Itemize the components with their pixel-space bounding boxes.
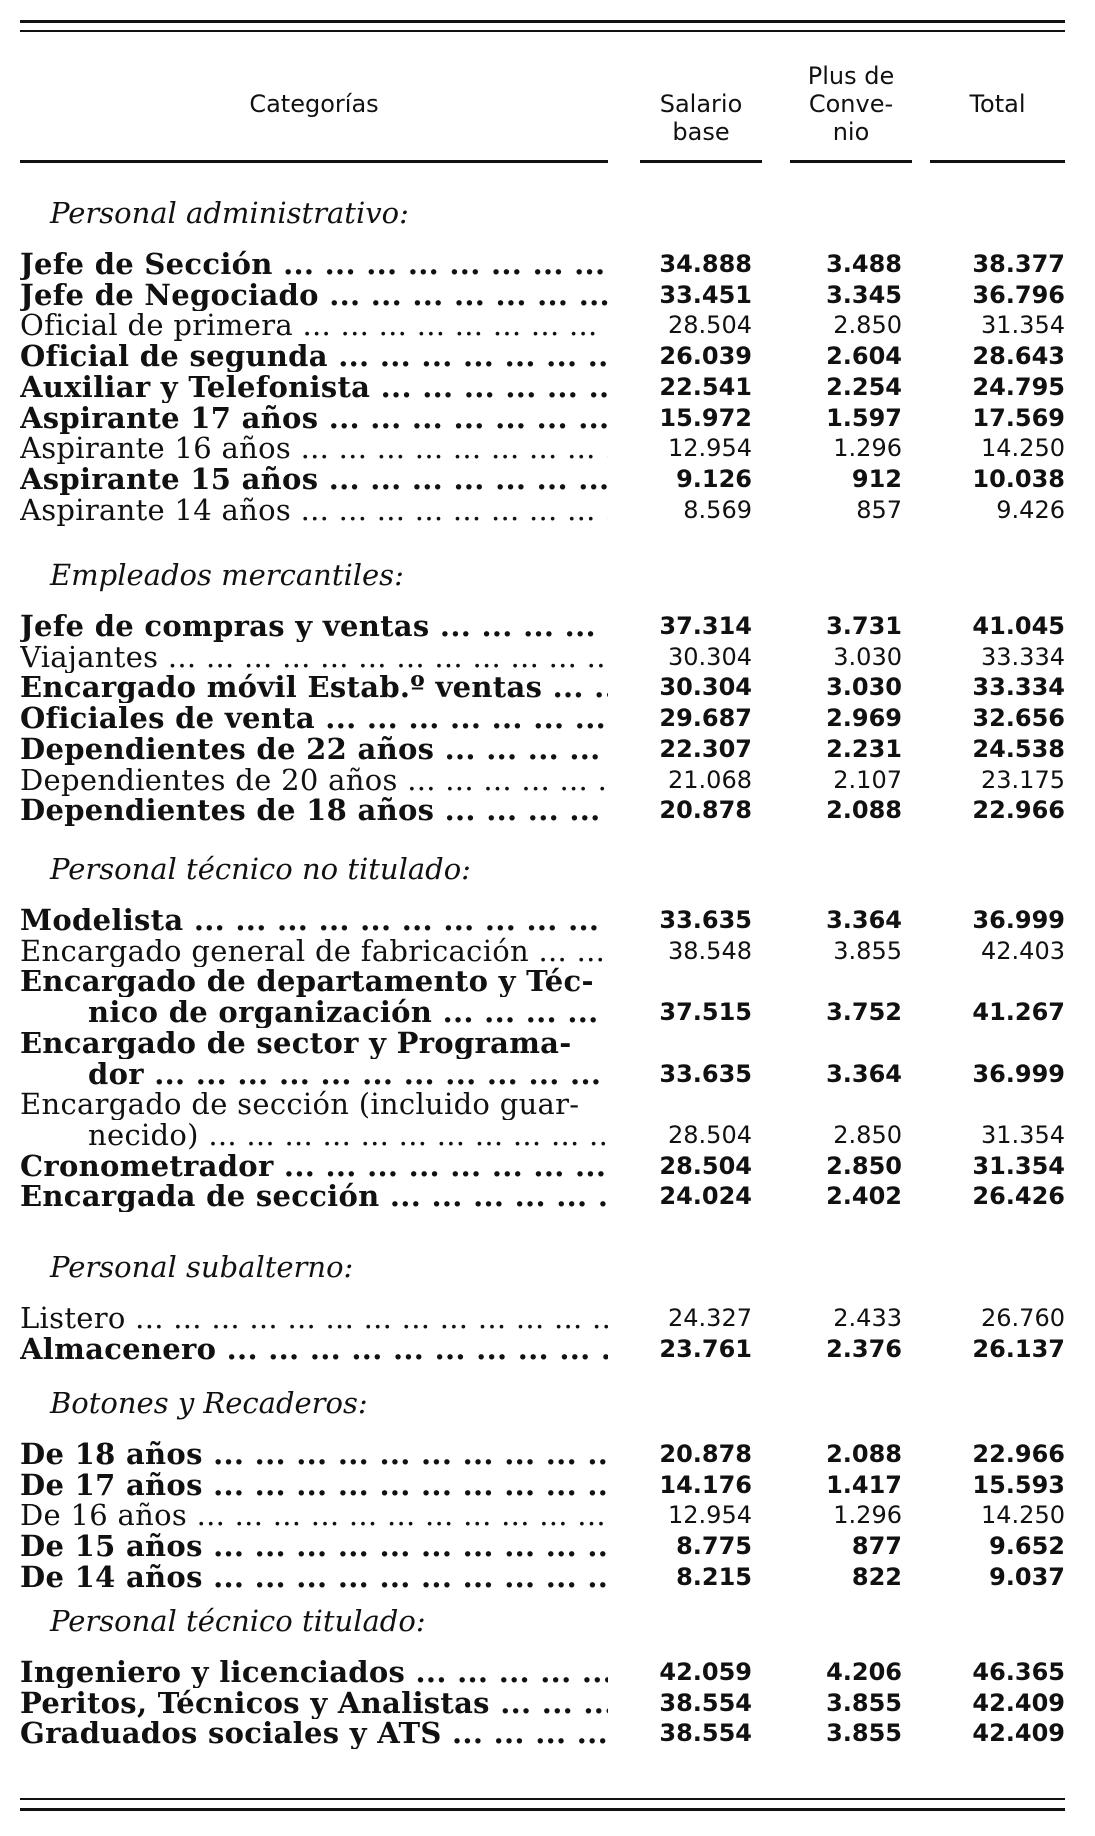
row-label: dor ... .: [20, 1058, 608, 1090]
salario-base-value: 38.554: [659, 1719, 752, 1748]
total-value: 33.334: [972, 673, 1065, 702]
row-label: Aspirante 14 años ... .: [20, 494, 608, 526]
plus-convenio-value: 1.597: [826, 403, 902, 432]
plus-convenio-value: 3.030: [833, 642, 902, 671]
table-row: [20, 248, 1065, 280]
top-rule-2: [20, 30, 1065, 32]
plus-convenio-value: 2.231: [826, 734, 902, 763]
table-row: [20, 279, 1065, 311]
plus-convenio-value: 3.855: [833, 936, 902, 965]
total-value: 26.760: [981, 1304, 1065, 1332]
table-row: [20, 996, 1065, 1028]
salario-base-value: 12.954: [668, 434, 752, 463]
plus-convenio-value: 2.969: [826, 704, 902, 733]
header-underline-categorias: [20, 160, 608, 163]
salario-base-value: 15.972: [659, 403, 752, 432]
total-value: 36.999: [972, 1059, 1065, 1088]
row-label: De 17 años ... .: [20, 1469, 608, 1501]
total-value: 41.267: [972, 998, 1065, 1027]
plus-convenio-value: 4.206: [826, 1658, 902, 1686]
plus-convenio-value: 2.088: [826, 796, 902, 825]
row-label: De 16 años ... .: [20, 1499, 608, 1531]
table-row: [20, 432, 1065, 464]
total-value: 33.334: [981, 642, 1065, 671]
salario-base-value: 8.215: [676, 1562, 752, 1591]
salario-base-value: 21.068: [668, 765, 752, 794]
table-row: [20, 1333, 1065, 1365]
row-label: De 14 años ... .: [20, 1561, 608, 1593]
row-label: Jefe de Sección ... .: [20, 248, 608, 280]
total-value: 23.175: [981, 765, 1065, 794]
plus-convenio-value: 3.731: [826, 612, 902, 640]
row-label: Jefe de Negociado ... .: [20, 279, 608, 311]
row-label: Viajantes ... .: [20, 641, 608, 673]
salario-base-value: 9.126: [676, 464, 752, 493]
salario-base-value: 34.888: [659, 250, 752, 278]
salario-base-value: 23.761: [659, 1334, 752, 1363]
salario-base-value: 30.304: [668, 642, 752, 671]
table-row: [20, 1687, 1065, 1719]
total-value: 42.409: [972, 1719, 1065, 1748]
plus-convenio-value: 3.364: [826, 906, 902, 934]
plus-convenio-value: 1.296: [833, 434, 902, 463]
top-rule: [20, 20, 1065, 23]
total-value: 32.656: [972, 704, 1065, 733]
plus-convenio-value: 2.088: [826, 1440, 902, 1468]
total-value: 31.354: [981, 1120, 1065, 1149]
table-row: [20, 702, 1065, 734]
row-label: Encargado general de fabricación ... .: [20, 935, 608, 967]
section-title: Botones y Recaderos:: [50, 1386, 368, 1420]
plus-convenio-value: 2.107: [833, 765, 902, 794]
total-value: 42.409: [972, 1688, 1065, 1717]
total-value: 9.037: [989, 1562, 1065, 1591]
salario-base-value: 33.635: [659, 1059, 752, 1088]
row-label: Peritos, Técnicos y Analistas ... .: [20, 1687, 608, 1719]
row-label: De 15 años ... .: [20, 1530, 608, 1562]
total-value: 14.250: [981, 1501, 1065, 1530]
table-row: [20, 733, 1065, 765]
salario-base-value: 37.515: [659, 998, 752, 1027]
table-row: [20, 935, 1065, 967]
table-row: [20, 764, 1065, 796]
salario-base-value: 42.059: [659, 1658, 752, 1686]
row-label: Encargado de sección (incluido guar-: [20, 1088, 580, 1121]
salario-base-value: 28.504: [659, 1151, 752, 1180]
salario-base-value: 38.554: [659, 1688, 752, 1717]
row-label: Almacenero ... .: [20, 1333, 608, 1365]
table-row-first-line: [20, 1027, 1065, 1059]
plus-convenio-value: 3.364: [826, 1059, 902, 1088]
salario-base-value: 33.635: [659, 906, 752, 934]
table-row: [20, 1469, 1065, 1501]
table-row: [20, 1717, 1065, 1749]
table-row-first-line: [20, 1088, 1065, 1120]
plus-convenio-value: 3.752: [826, 998, 902, 1027]
table-row: [20, 1058, 1065, 1090]
plus-convenio-value: 2.254: [826, 372, 902, 401]
total-value: 9.426: [996, 495, 1065, 524]
section-title: Personal subalterno:: [50, 1250, 354, 1284]
salario-base-value: 14.176: [659, 1470, 752, 1499]
plus-convenio-value: 3.030: [826, 673, 902, 702]
salario-base-value: 26.039: [659, 342, 752, 371]
row-label: Aspirante 17 años ... .: [20, 402, 608, 434]
bottom-rule: [20, 1798, 1065, 1800]
total-value: 28.643: [972, 342, 1065, 371]
plus-convenio-value: 3.345: [826, 280, 902, 309]
salario-base-value: 28.504: [668, 1120, 752, 1149]
total-value: 41.045: [972, 612, 1065, 640]
salario-base-value: 28.504: [668, 311, 752, 340]
total-value: 9.652: [989, 1532, 1065, 1561]
plus-convenio-value: 2.850: [826, 1151, 902, 1180]
total-value: 10.038: [972, 464, 1065, 493]
table-row: [20, 794, 1065, 826]
row-label: De 18 años ... .: [20, 1438, 608, 1470]
row-label: Encargado de departamento y Téc-: [20, 965, 594, 998]
plus-convenio-value: 3.488: [826, 250, 902, 278]
row-label: Encargado móvil Estab.º ventas ... .: [20, 671, 608, 703]
salario-base-value: 20.878: [659, 796, 752, 825]
table-row: [20, 671, 1065, 703]
row-label: Encargado de sector y Programa-: [20, 1026, 572, 1059]
table-row: [20, 904, 1065, 936]
row-label: Aspirante 16 años ... .: [20, 432, 608, 464]
row-label: Encargada de sección ... .: [20, 1180, 608, 1212]
plus-convenio-value: 912: [851, 464, 902, 493]
row-label: Aspirante 15 años ... .: [20, 463, 608, 495]
row-label: necido) ... .: [20, 1119, 608, 1151]
header-categorias: Categorías: [249, 90, 379, 118]
total-value: 22.966: [972, 1440, 1065, 1468]
row-label: Dependientes de 22 años ... .: [20, 733, 608, 765]
table-row: [20, 463, 1065, 495]
table-row: [20, 1530, 1065, 1562]
salario-base-value: 20.878: [659, 1440, 752, 1468]
table-row: [20, 1150, 1065, 1182]
salario-base-value: 24.024: [659, 1182, 752, 1211]
plus-convenio-value: 877: [851, 1532, 902, 1561]
section-title: Personal técnico no titulado:: [50, 852, 471, 886]
header-total: Total: [969, 90, 1026, 118]
row-label: Oficial de primera ... .: [20, 309, 608, 341]
table-row: [20, 1656, 1065, 1688]
table-row: [20, 1180, 1065, 1212]
table-row: [20, 494, 1065, 526]
header-underline-plus: [790, 160, 912, 163]
salario-base-value: 8.775: [676, 1532, 752, 1561]
total-value: 42.403: [981, 936, 1065, 965]
total-value: 17.569: [972, 403, 1065, 432]
salario-base-value: 38.548: [668, 936, 752, 965]
header-underline-salario: [640, 160, 762, 163]
row-label: Oficiales de venta ... .: [20, 702, 608, 734]
total-value: 46.365: [972, 1658, 1065, 1686]
table-row: [20, 1119, 1065, 1151]
salario-base-value: 30.304: [659, 673, 752, 702]
row-label: Cronometrador ... .: [20, 1150, 608, 1182]
salario-base-value: 12.954: [668, 1501, 752, 1530]
total-value: 38.377: [972, 250, 1065, 278]
section-title: Personal técnico titulado:: [50, 1604, 426, 1638]
total-value: 26.137: [972, 1334, 1065, 1363]
section-title: Empleados mercantiles:: [50, 558, 404, 592]
table-row: [20, 641, 1065, 673]
row-label: Dependientes de 20 años ... .: [20, 764, 608, 796]
row-label: Listero ... .: [20, 1302, 608, 1334]
plus-convenio-value: 3.855: [826, 1719, 902, 1748]
row-label: Auxiliar y Telefonista ... .: [20, 371, 608, 403]
plus-convenio-value: 1.417: [826, 1470, 902, 1499]
total-value: 31.354: [972, 1151, 1065, 1180]
row-label: Jefe de compras y ventas ... .: [20, 610, 608, 642]
total-value: 31.354: [981, 311, 1065, 340]
table-row: [20, 402, 1065, 434]
plus-convenio-value: 1.296: [833, 1501, 902, 1530]
salario-base-value: 29.687: [659, 704, 752, 733]
salario-base-value: 33.451: [659, 280, 752, 309]
section-title: Personal administrativo:: [50, 196, 409, 230]
table-row: [20, 371, 1065, 403]
table-row: [20, 1302, 1065, 1334]
salario-base-value: 24.327: [668, 1304, 752, 1332]
total-value: 15.593: [972, 1470, 1065, 1499]
total-value: 24.538: [972, 734, 1065, 763]
row-label: Dependientes de 18 años ... .: [20, 794, 608, 826]
table-row-first-line: [20, 965, 1065, 997]
total-value: 36.999: [972, 906, 1065, 934]
total-value: 14.250: [981, 434, 1065, 463]
row-label: Graduados sociales y ATS ... .: [20, 1717, 608, 1749]
salario-base-value: 22.307: [659, 734, 752, 763]
total-value: 26.426: [972, 1182, 1065, 1211]
plus-convenio-value: 2.850: [833, 1120, 902, 1149]
row-label: Ingeniero y licenciados ... .: [20, 1656, 608, 1688]
plus-convenio-value: 2.376: [826, 1334, 902, 1363]
plus-convenio-value: 3.855: [826, 1688, 902, 1717]
plus-convenio-value: 2.433: [833, 1304, 902, 1332]
table-row: [20, 309, 1065, 341]
row-label: nico de organización ... .: [20, 996, 608, 1028]
plus-convenio-value: 857: [856, 495, 902, 524]
salario-base-value: 22.541: [659, 372, 752, 401]
plus-convenio-value: 2.402: [826, 1182, 902, 1211]
header-underline-total: [930, 160, 1065, 163]
bottom-rule-2: [20, 1808, 1065, 1811]
table-row: [20, 1499, 1065, 1531]
header-salario-base: Salario base: [659, 90, 743, 146]
header-plus-convenio: Plus de Conve- nio: [807, 62, 895, 146]
row-label: Oficial de segunda ... .: [20, 340, 608, 372]
plus-convenio-value: 2.604: [826, 342, 902, 371]
plus-convenio-value: 822: [851, 1562, 902, 1591]
total-value: 22.966: [972, 796, 1065, 825]
table-row: [20, 610, 1065, 642]
plus-convenio-value: 2.850: [833, 311, 902, 340]
row-label: Modelista ... .: [20, 904, 608, 936]
total-value: 24.795: [972, 372, 1065, 401]
table-row: [20, 340, 1065, 372]
total-value: 36.796: [972, 280, 1065, 309]
salario-base-value: 37.314: [659, 612, 752, 640]
table-row: [20, 1438, 1065, 1470]
table-row: [20, 1561, 1065, 1593]
salario-base-value: 8.569: [683, 495, 752, 524]
